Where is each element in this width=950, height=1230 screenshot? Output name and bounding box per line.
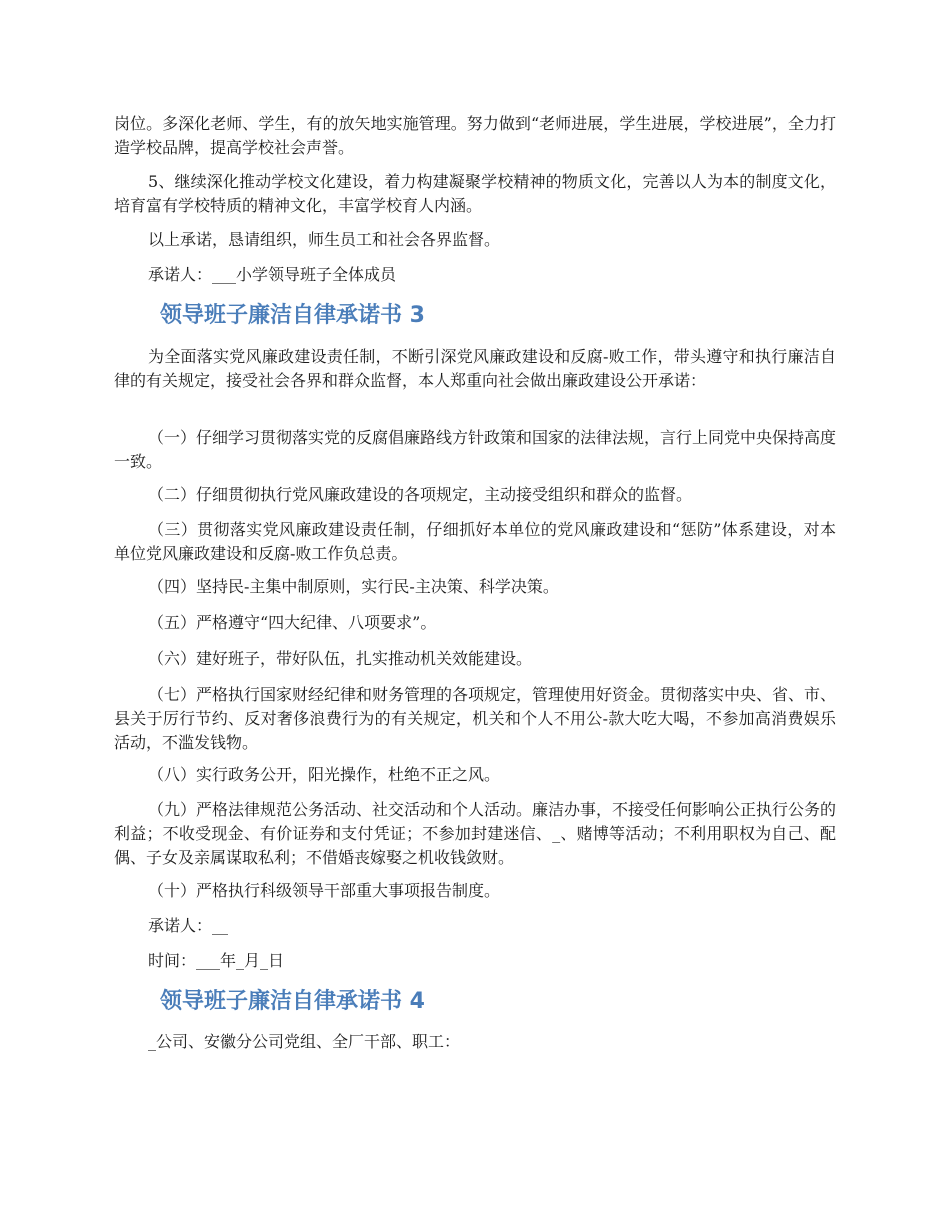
- paragraph-supervision-request: 以上承诺，恳请组织，师生员工和社会各界监督。: [148, 230, 501, 249]
- signer-line-school: 承诺人：___小学领导班子全体成员: [148, 265, 397, 284]
- section3-intro: 为全面落实党风廉政建设责任制，不断引深党风廉政建设和反腐-败工作，带头遵守和执行廉洁自律的有关规定，接受社会各界和群众监督，本人郑重向社会做出廉政建设公开承诺：: [114, 347, 836, 390]
- commitment-item-3: （三）贯彻落实党风廉政建设责任制，仔细抓好本单位的党风廉政建设和“惩防”体系建设，对本单位党风廉政建设和反腐-败工作负总责。: [114, 520, 836, 563]
- commitment-item-5: （五）严格遵守“四大纪律、八项要求”。: [148, 613, 437, 632]
- commitment-item-4: （四）坚持民-主集中制原则，实行民-主决策、科学决策。: [148, 577, 559, 596]
- paragraph-position-progress: 岗位。多深化老师、学生，有的放矢地实施管理。努力做到“老师进展，学生进展，学校进展”，全力打造学校品牌，提高学校社会声誉。: [114, 114, 836, 157]
- commitment-item-8: （八）实行政务公开，阳光操作，杜绝不正之风。: [148, 765, 501, 784]
- section4-salutation: _公司、安徽分公司党组、全厂干部、职工：: [148, 1032, 461, 1051]
- paragraph-school-culture: 5、继续深化推动学校文化建设，着力构建凝聚学校精神的物质文化，完善以人为本的制度文化，培育富有学校特质的精神文化，丰富学校育人内涵。: [114, 172, 836, 215]
- commitment-item-2: （二）仔细贯彻执行党风廉政建设的各项规定，主动接受组织和群众的监督。: [148, 485, 693, 504]
- date-line: 时间：___年_月_日: [148, 951, 285, 970]
- signer-line: 承诺人：__: [148, 916, 229, 935]
- commitment-item-9: （九）严格法律规范公务活动、社交活动和个人活动。廉洁办事，不接受任何影响公正执行公务的利益；不收受现金、有价证券和支付凭证；不参加封建迷信、_、赌博等活动；不利用职权为自己、配偶、子女及亲属谋取私利；不借婚丧嫁娶之机收钱敛财。: [114, 800, 837, 867]
- commitment-item-6: （六）建好班子，带好队伍，扎实推动机关效能建设。: [148, 649, 533, 668]
- commitment-item-1: （一）仔细学习贯彻落实党的反腐倡廉路线方针政策和国家的法律法规，言行上同党中央保持高度一致。: [114, 428, 837, 471]
- section-heading-3: 领导班子廉洁自律承诺书 3: [160, 303, 425, 328]
- commitment-item-7: （七）严格执行国家财经纪律和财务管理的各项规定，管理使用好资金。贯彻落实中央、省、市、县关于厉行节约、反对奢侈浪费行为的有关规定，机关和个人不用公-款大吃大喝，不参加高消费娱乐活动，不滥发钱物。: [114, 685, 837, 752]
- section-heading-4: 领导班子廉洁自律承诺书 4: [160, 989, 425, 1014]
- commitment-item-10: （十）严格执行科级领导干部重大事项报告制度。: [148, 881, 501, 900]
